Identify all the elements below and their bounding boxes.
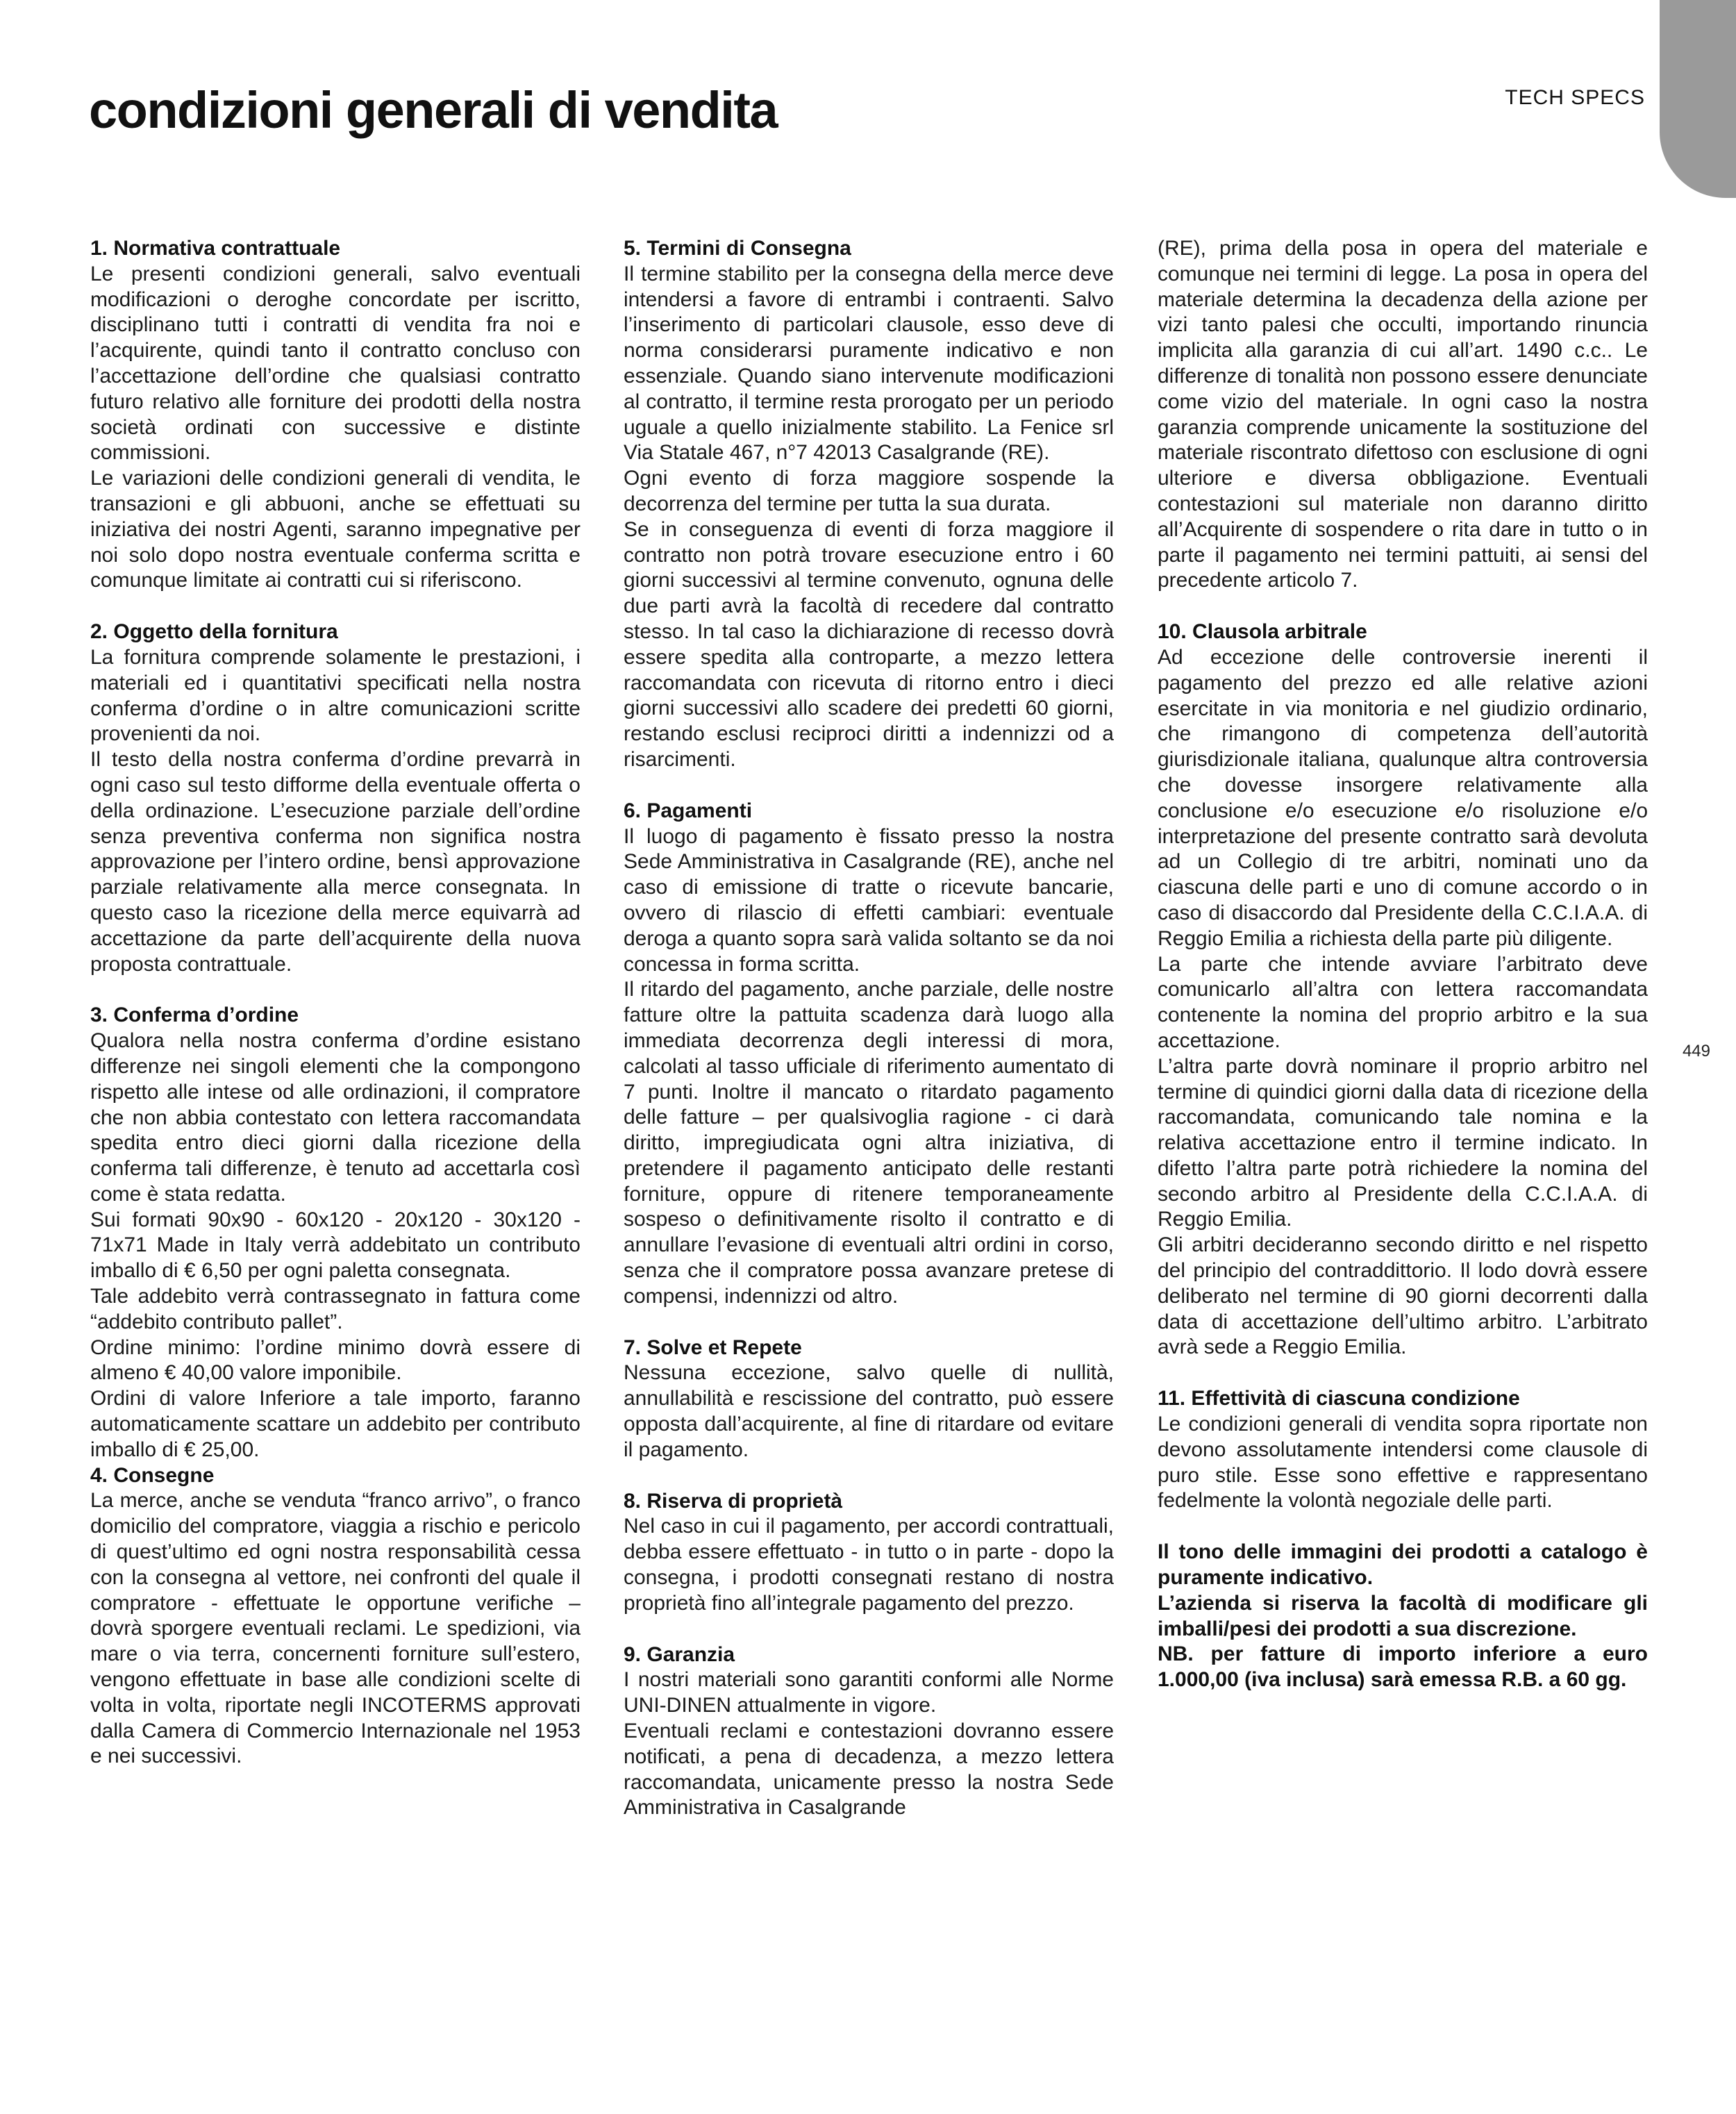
section-heading: 10. Clausola arbitrale bbox=[1158, 620, 1367, 644]
paragraph: Il termine stabilito per la consegna della merce deve intendersi a favore di entrambi i contraenti. Salvo l’inserimento di particolari clausole, esso deve di norma considerarsi puramente indicativo e non essenziale. Quando siano intervenute modificazioni al contratto, il termine resta prorogato per un periodo uguale a quello inizialmente stabilito. La Fenice srl Via Statale 467, n°7 42013 Casalgrande (RE). bbox=[624, 262, 1114, 465]
page-number: 449 bbox=[1682, 1042, 1710, 1060]
paragraph: Nel caso in cui il pagamento, per accordi contrattuali, debba essere effettuato - in tutto o in parte - dopo la consegna, i prodotti consegnati restano di nostra proprietà fino all’integrale pagamento del prezzo. bbox=[624, 1515, 1114, 1615]
section-heading: 11. Effettività di ciascuna condizione bbox=[1158, 1387, 1520, 1410]
paragraph: Qualora nella nostra conferma d’ordine esistano differenze nei singoli elementi che la compongono rispetto alle intese od alle ordinazioni, il compratore che non abbia contestato con lettera raccomandata spedita entro dieci giorni dalla ricezione della conferma tali differenze, è tenuto ad accettarla così come è stata redatta. bbox=[90, 1029, 581, 1206]
bold-note: L’azienda si riserva la facoltà di modificare gli imballi/pesi dei prodotti a sua discrezione. bbox=[1158, 1591, 1648, 1640]
paragraph: Nessuna eccezione, salvo quelle di nullità, annullabilità e rescissione del contratto, può essere opposta dall’acquirente, al fine di ritardare od evitare il pagamento. bbox=[624, 1361, 1114, 1461]
section-heading: 5. Termini di Consegna bbox=[624, 237, 851, 260]
paragraph: Se in conseguenza di eventi di forza maggiore il contratto non potrà trovare esecuzione entro i 60 giorni successivi al termine convenuto, ognuna delle due parti avrà la facoltà di recedere dal contratto stesso. In tal caso la dichiarazione di recesso dovrà essere spedita alla controparte, a mezzo lettera raccomandata con ricevuta di ritorno entro i dieci giorni successivi allo scadere dei predetti 60 giorni, restando esclusi reciproci diritti a indennizzi od a risarcimenti. bbox=[624, 517, 1114, 771]
corner-tab bbox=[1660, 0, 1736, 198]
paragraph: Le presenti condizioni generali, salvo eventuali modificazioni o deroghe concordate per iscritto, disciplinano tutti i contratti di vendita fra noi e l’acquirente, quindi tanto il contratto concluso con l’accettazione dell’ordine che qualsiasi contratto futuro relativo alle forniture dei prodotti della nostra società ordinati con successive e distinte commissioni. bbox=[90, 262, 581, 465]
paragraph: Ogni evento di forza maggiore sospende la decorrenza del termine per tutta la sua durata. bbox=[624, 467, 1114, 515]
section-heading: 7. Solve et Repete bbox=[624, 1335, 802, 1359]
section-heading: 3. Conferma d’ordine bbox=[90, 1004, 299, 1027]
section-heading: 9. Garanzia bbox=[624, 1642, 735, 1666]
section-heading: 8. Riserva di proprietà bbox=[624, 1489, 843, 1513]
paragraph: Il testo della nostra conferma d’ordine prevarrà in ogni caso sul testo difforme della eventuale offerta o della ordinazione. L’esecuzione parziale dell’ordine senza preventiva conferma non significa nostra approvazione per l’intero ordine, bensì approvazione parziale relativamente alla merce consegnata. In questo caso la ricezione della merce equivarrà ad accettazione da parte dell’acquirente della nuova proposta contrattuale. bbox=[90, 748, 581, 976]
paragraph: Ad eccezione delle controversie inerenti il pagamento del prezzo ed alle relative azioni esercitate in via monitoria e nel giudizio ordinario, che rimangono di competenza dell’autorità giurisdizionale italiana, qualunque altra controversia che dovesse insorgere relativamente alla conclusione e/o esecuzione e/o risoluzione e/o interpretazione del presente contratto sarà devoluta ad un Collegio di tre arbitri, nominati uno da ciascuna delle parti e uno di comune accordo o in caso di disaccordo dal Presidente della C.C.I.A.A. di Reggio Emilia a richiesta della parte più diligente. bbox=[1158, 645, 1648, 950]
paragraph: Il luogo di pagamento è fissato presso la nostra Sede Amministrativa in Casalgrande (RE), anche nel caso di emissione di tratte o ricevute bancarie, ovvero di rilascio di effetti cambiari: eventuale deroga a quanto sopra sarà valida soltanto se da noi concessa in forma scritta. bbox=[624, 824, 1114, 976]
column-2 bbox=[624, 236, 1114, 1821]
section-label: TECH SPECS bbox=[1505, 86, 1645, 109]
paragraph: Gli arbitri decideranno secondo diritto e nel rispetto del principio del contraddittorio. Il lodo dovrà essere deliberato nel termine di 90 giorni decorrenti dalla data di accettazione dell’ultimo arbitro. L’arbitrato avrà sede a Reggio Emilia. bbox=[1158, 1233, 1648, 1359]
paragraph: Le condizioni generali di vendita sopra riportate non devono assolutamente intendersi come clausole di puro stile. Esse sono effettive e rappresentano fedelmente la volontà negoziale delle parti. bbox=[1158, 1413, 1648, 1513]
paragraph: Tale addebito verrà contrassegnato in fattura come “addebito contributo pallet”. bbox=[90, 1285, 581, 1333]
paragraph: Sui formati 90x90 - 60x120 - 20x120 - 30x120 - 71x71 Made in Italy verrà addebitato un contributo imballo di € 6,50 per ogni paletta consegnata. bbox=[90, 1208, 581, 1283]
paragraph: I nostri materiali sono garantiti conformi alle Norme UNI-DINEN attualmente in vigore. bbox=[624, 1668, 1114, 1717]
bold-note: NB. per fatture di importo inferiore a euro 1.000,00 (iva inclusa) sarà emessa R.B. a 60 gg. bbox=[1158, 1642, 1648, 1692]
paragraph: L’altra parte dovrà nominare il proprio arbitro nel termine di quindici giorni dalla data di ricezione della raccomandata, comunicando tale nomina e la relativa accettazione entro il termine indicato. In difetto l’altra parte potrà richiedere la nomina del secondo arbitro al Presidente della C.C.I.A.A. di Reggio Emilia. bbox=[1158, 1054, 1648, 1231]
column-1 bbox=[90, 236, 581, 1770]
paragraph: Ordini di valore Inferiore a tale importo, faranno automaticamente scattare un addebito per contributo imballo di € 25,00. bbox=[90, 1387, 581, 1461]
paragraph: Il ritardo del pagamento, anche parziale, delle nostre fatture oltre la pattuita scadenza darà luogo alla immediata decorrenza degli interessi di mora, calcolati al tasso ufficiale di riferimento aumentato di 7 punti. Inoltre il mancato o ritardato pagamento delle fatture – per qualsivoglia ragione - ci darà diritto, impregiudicata ogni altra iniziativa, di pretendere il pagamento anticipato delle restanti forniture, oppure di ritenere temporaneamente sospeso o definitivamente risolto il contratto e di annullare l’evasione di eventuali altri ordini in corso, senza che il compratore possa avanzare pretese di compensi, indennizzi od altro. bbox=[624, 978, 1114, 1308]
paragraph: La fornitura comprende solamente le prestazioni, i materiali ed i quantitativi specificati nella nostra conferma d’ordine o in altre comunicazioni scritte provenienti da noi. bbox=[90, 645, 581, 746]
paragraph: Le variazioni delle condizioni generali di vendita, le transazioni e gli abbuoni, anche se effettuati su iniziativa dei nostri Agenti, saranno impegnative per noi solo dopo nostra eventuale conferma scritta e comunque limitate ai contratti cui si riferiscono. bbox=[90, 467, 581, 592]
paragraph: La parte che intende avviare l’arbitrato deve comunicarlo all’altra con lettera raccomandata contenente la nomina del proprio arbitro e la sua accettazione. bbox=[1158, 952, 1648, 1052]
section-heading: 1. Normativa contrattuale bbox=[90, 237, 341, 260]
section-heading: 4. Consegne bbox=[90, 1463, 215, 1487]
section-heading: 2. Oggetto della fornitura bbox=[90, 620, 338, 644]
paragraph: Eventuali reclami e contestazioni dovranno essere notificati, a pena di decadenza, a mezzo lettera raccomandata, unicamente presso la nostra Sede Amministrativa in Casalgrande bbox=[624, 1720, 1114, 1820]
paragraph: (RE), prima della posa in opera del materiale e comunque nei termini di legge. La posa in opera del materiale determina la decadenza della azione per vizi tanto palesi che occulti, importando rinuncia implicita alla garanzia di cui all’art. 1490 c.c.. Le differenze di tonalità non possono essere denunciate come vizio del materiale. In ogni caso la nostra garanzia comprende unicamente la sostituzione del materiale riscontrato difettoso con esclusione di ogni ulteriore e diversa obbligazione. Eventuali contestazioni sul materiale non daranno diritto all’Acquirente di sospendere o rita dare in tutto o in parte il pagamento nei termini pattuiti, ai sensi del precedente articolo 7. bbox=[1158, 237, 1648, 592]
paragraph: La merce, anche se venduta “franco arrivo”, o franco domicilio del compratore, viaggia a rischio e pericolo di quest’ultimo ed ogni nostra responsabilità cessa con la consegna al vettore, nei confronti del quale il compratore - effettuate le opportune verifiche – dovrà sporgere eventuali reclami. Le spedizioni, via mare o via terra, concernenti forniture sull’estero, vengono effettuate in base alle condizioni scelte di volta in volta, riportate negli INCOTERMS approvati dalla Camera di Commercio Internazionale nel 1953 e nei successivi. bbox=[90, 1489, 581, 1768]
section-heading: 6. Pagamenti bbox=[624, 799, 753, 822]
paragraph: Ordine minimo: l’ordine minimo dovrà essere di almeno € 40,00 valore imponibile. bbox=[90, 1335, 581, 1385]
column-3 bbox=[1158, 236, 1648, 1693]
bold-note: Il tono delle immagini dei prodotti a catalogo è puramente indicativo. bbox=[1158, 1540, 1648, 1590]
page-title: condizioni generali di vendita bbox=[89, 81, 778, 139]
